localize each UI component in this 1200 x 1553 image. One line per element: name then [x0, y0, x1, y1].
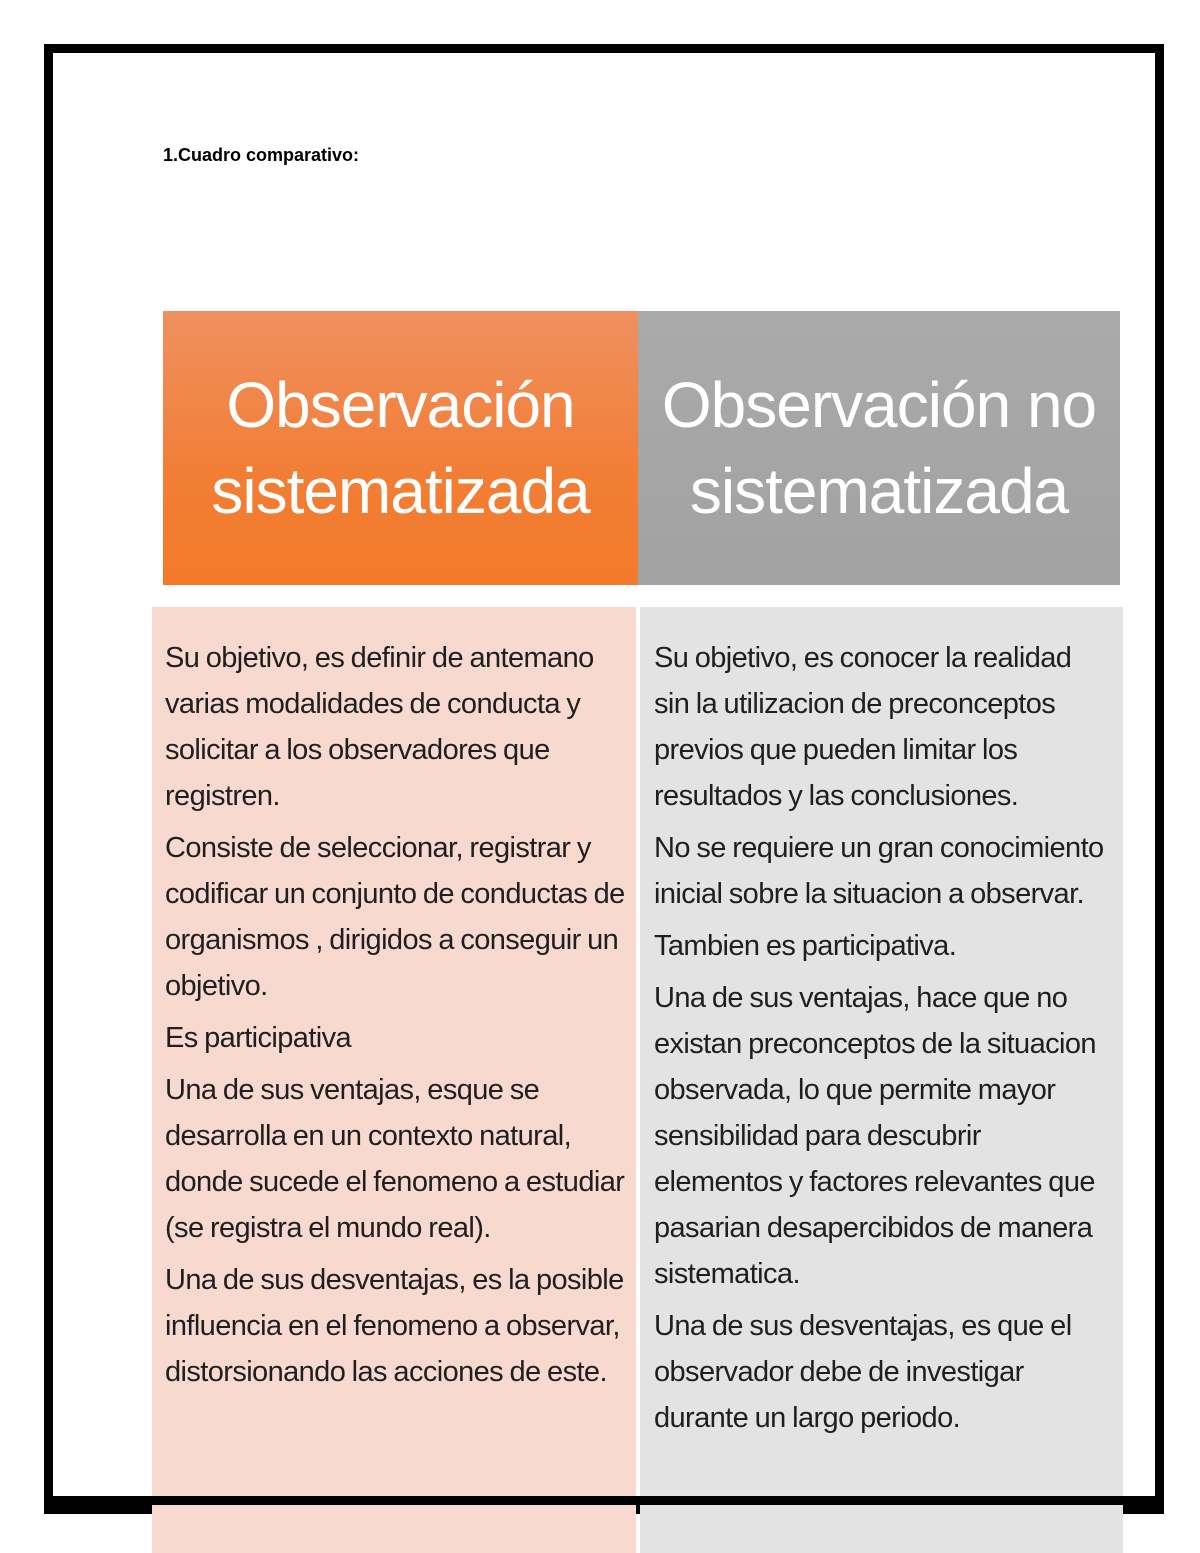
document-title: 1.Cuadro comparativo: — [163, 145, 360, 165]
systematized-participation: Es participativa — [165, 1022, 352, 1054]
header-non-systematized-line2: sistematizada — [689, 455, 1069, 527]
non-systematized-advantage: Una de sus ventajas, hace que no existan preconceptos de la situacion observada, lo que permite mayor sensibilidad para descubrir elementos y factores relevantes que pasarian desapercibidos de manera sistematica. — [654, 982, 1096, 1290]
header-systematized-line2: sistematizada — [211, 455, 590, 527]
header-non-systematized-text — [662, 362, 1096, 534]
header-non-systematized-line1: Observación no — [661, 369, 1097, 441]
column-non-systematized — [640, 607, 1123, 1553]
header-systematized-line1: Observación — [226, 369, 575, 441]
systematized-definition: Consiste de seleccionar, registrar y codificar un conjunto de conductas de organismos , dirigidos a conseguir un objetivo. — [165, 832, 625, 1002]
systematized-disadvantage: Una de sus desventajas, es la posible influencia en el fenomeno a observar, distorsionando las acciones de este. — [165, 1264, 624, 1388]
page-border-bottom — [44, 1496, 1164, 1505]
column-systematized — [152, 607, 636, 1553]
non-systematized-requirement: No se requiere un gran conocimiento inicial sobre la situacion a observar. — [654, 832, 1104, 910]
systematized-objective: Su objetivo, es definir de antemano varias modalidades de conducta y solicitar a los observadores que registren. — [165, 642, 594, 812]
non-systematized-objective: Su objetivo, es conocer la realidad sin la utilizacion de preconceptos previos que pueden limitar los resultados y las conclusiones. — [654, 642, 1072, 812]
non-systematized-disadvantage: Una de sus desventajas, es que el observador debe de investigar durante un largo periodo. — [654, 1310, 1072, 1434]
non-systematized-participation: Tambien es participativa. — [654, 930, 957, 962]
header-non-systematized — [638, 311, 1120, 585]
header-systematized-text — [211, 362, 589, 534]
header-systematized — [163, 311, 638, 585]
systematized-advantage: Una de sus ventajas, esque se desarrolla en un contexto natural, donde sucede el fenomeno a estudiar (se registra el mundo real). — [165, 1074, 625, 1244]
